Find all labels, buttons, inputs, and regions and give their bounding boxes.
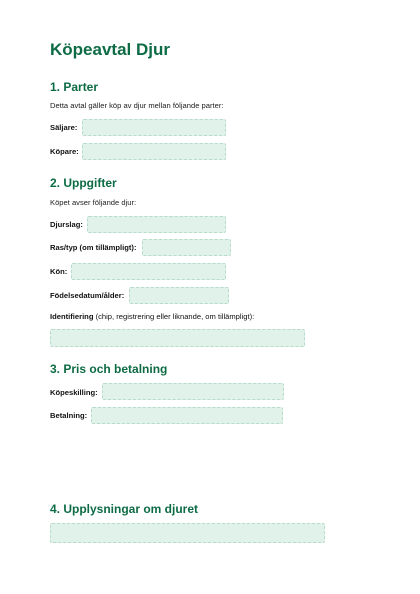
- section-heading-pris: 3. Pris och betalning: [50, 362, 168, 376]
- upplysningar-input[interactable]: [50, 523, 325, 543]
- section-intro-uppgifter: Köpet avser följande djur:: [50, 198, 137, 207]
- field-label-fodelsedatum: Födelsedatum/ålder:: [50, 291, 125, 300]
- field-label-kopare: Köpare:: [50, 147, 79, 156]
- djurslag-input[interactable]: [87, 216, 226, 233]
- field-label-djurslag: Djurslag:: [50, 220, 83, 229]
- field-label-saljare: Säljare:: [50, 123, 78, 132]
- identifiering-input[interactable]: [50, 329, 305, 347]
- section-heading-uppgifter: 2. Uppgifter: [50, 176, 117, 190]
- kopeskilling-input[interactable]: [102, 383, 284, 400]
- field-label-ras-typ: Ras/typ (om tillämpligt):: [50, 243, 137, 252]
- saljare-input[interactable]: [82, 119, 226, 136]
- betalning-input[interactable]: [91, 407, 283, 424]
- kon-input[interactable]: [71, 263, 226, 280]
- ras-typ-input[interactable]: [142, 239, 231, 256]
- section-intro-parter: Detta avtal gäller köp av djur mellan följande parter:: [50, 101, 224, 110]
- identifiering-label-bold: Identifiering: [50, 312, 94, 321]
- identifiering-label: [50, 312, 254, 321]
- section-heading-upplysningar: 4. Upplysningar om djuret: [50, 502, 199, 516]
- field-label-kon: Kön:: [50, 267, 68, 276]
- field-label-kopeskilling: Köpeskilling:: [50, 388, 98, 397]
- section-heading-parter: 1. Parter: [50, 80, 99, 94]
- fodelsedatum-input[interactable]: [129, 287, 229, 304]
- document-title: Köpeavtal Djur: [50, 40, 170, 59]
- identifiering-label-rest: (chip, registrering eller liknande, om tillämpligt):: [93, 312, 255, 321]
- kopare-input[interactable]: [82, 143, 226, 160]
- field-label-betalning: Betalning:: [50, 411, 88, 420]
